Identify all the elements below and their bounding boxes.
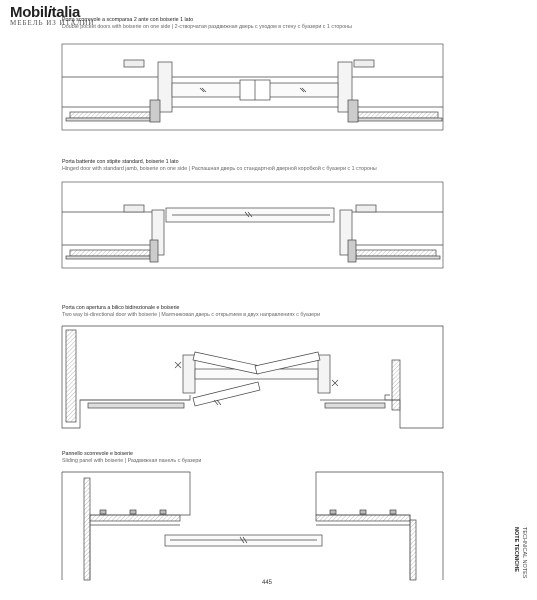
section-4-title-en: Sliding panel with boiserie | Раздвижная панель с буазери [62, 457, 202, 464]
side-tab [501, 527, 531, 577]
drawing-bidirectional-door [62, 326, 443, 428]
brand-name: Mobilitalia [10, 4, 81, 21]
section-2-title-en: Hinged door with standard jamb, boiserie on one side | Распашная дверь со стандартной дверной коробкой с буазери с 1 стороны [62, 165, 377, 172]
side-tab-line1: NOTE TECNICHE [513, 527, 519, 572]
drawing-sliding-panel [62, 472, 443, 580]
page-number: 445 [262, 580, 273, 586]
drawing-hinged-door [62, 182, 443, 268]
section-1-title-en: Double pocket doors with boiserie on one side | 2-створчатая раздвижная дверь с уходом в стену с буазери с 1 стороны [62, 23, 352, 30]
section-1-title-it: Porta scorrevole a scomparsa 2 ante con boiserie 1 lato [62, 17, 194, 23]
brand-tagline: МЕБЕЛЬ ИЗ ИТАЛИИ [10, 19, 95, 27]
section-3-title-en: Two way bi-directional door with boiserie | Маятниковая дверь с открытием в двух направлениях с буазери [62, 311, 321, 318]
section-2-title-it: Porta battente con stipite standard, boiserie 1 lato [62, 159, 179, 165]
section-4-title-it: Pannello scorrevole e boiserie [62, 451, 133, 457]
section-3-title-it: Porta con apertura a bilico bidirezionale e boiserie [62, 305, 180, 311]
drawing-double-pocket-doors [62, 44, 443, 130]
side-tab-line2: TECHNICAL NOTES [521, 527, 527, 579]
